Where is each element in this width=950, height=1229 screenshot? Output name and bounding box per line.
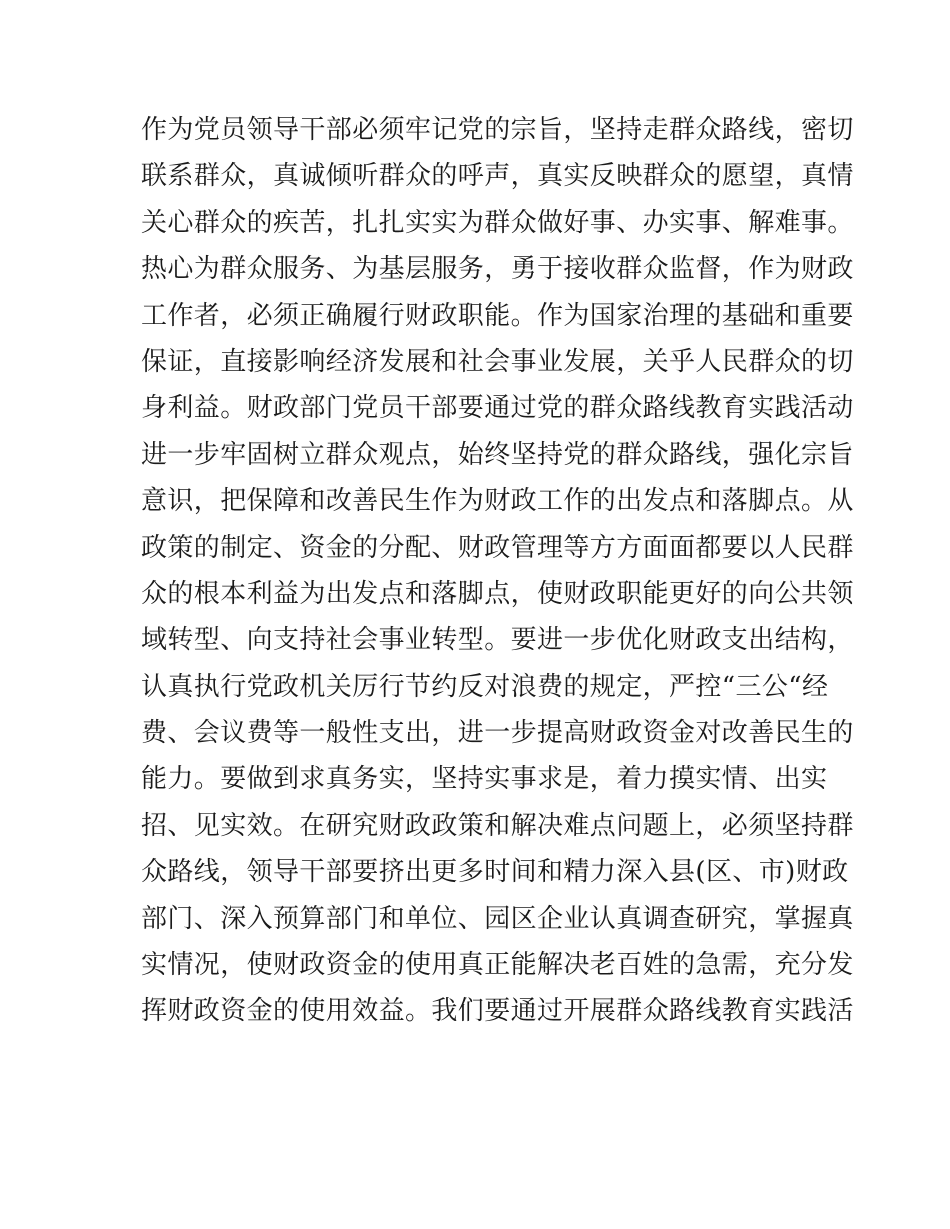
text-line: 政策的制定、资金的分配、财政管理等方方面面都要以人民群 bbox=[141, 532, 854, 563]
text-line: 意识，把保障和改善民生作为财政工作的出发点和落脚点。从 bbox=[141, 486, 854, 517]
body-paragraph bbox=[141, 107, 854, 1035]
text-line: 能力。要做到求真务实，坚持实事求是，着力摸实情、出实 bbox=[141, 764, 828, 795]
text-line: 众路线，领导干部要挤出更多时间和精力深入县(区、市)财政 bbox=[141, 857, 849, 888]
text-line: 挥财政资金的使用效益。我们要通过开展群众路线教育实践活 bbox=[141, 996, 854, 1027]
text-line: 费、会议费等一般性支出，进一步提高财政资金对改善民生的 bbox=[141, 718, 854, 749]
text-line: 招、见实效。在研究财政政策和解决难点问题上，必须坚持群 bbox=[141, 810, 854, 841]
text-line: 作为党员领导干部必须牢记党的宗旨，坚持走群众路线，密切 bbox=[141, 115, 854, 145]
text-line: 众的根本利益为出发点和落脚点，使财政职能更好的向公共领 bbox=[141, 578, 854, 609]
text-line: 关心群众的疾苦，扎扎实实为群众做好事、办实事、解难事。 bbox=[141, 207, 854, 238]
text-line: 进一步牢固树立群众观点，始终坚持党的群众路线，强化宗旨 bbox=[141, 439, 854, 470]
text-line: 部门、深入预算部门和单位、园区企业认真调查研究，掌握真 bbox=[141, 903, 854, 934]
text-line: 联系群众，真诚倾听群众的呼声，真实反映群众的愿望，真情 bbox=[141, 161, 854, 192]
text-line: 保证，直接影响经济发展和社会事业发展，关乎人民群众的切 bbox=[141, 346, 854, 377]
text-line: 实情况，使财政资金的使用真正能解决老百姓的急需，充分发 bbox=[141, 950, 854, 981]
text-line: 工作者，必须正确履行财政职能。作为国家治理的基础和重要 bbox=[141, 300, 854, 331]
text-line: 热心为群众服务、为基层服务，勇于接收群众监督，作为财政 bbox=[141, 254, 854, 285]
text-line: 身利益。财政部门党员干部要通过党的群众路线教育实践活动 bbox=[141, 393, 854, 424]
text-line: 域转型、向支持社会事业转型。要进一步优化财政支出结构， bbox=[141, 625, 854, 656]
text-line: 认真执行党政机关厉行节约反对浪费的规定，严控“三公“经 bbox=[141, 671, 829, 702]
